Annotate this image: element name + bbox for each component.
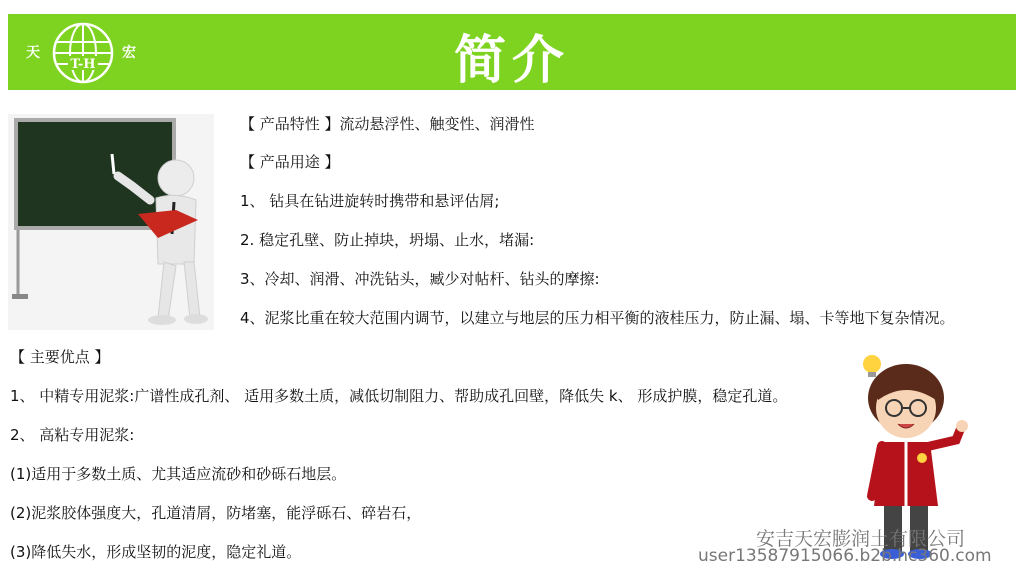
advantage-item: 1、 中精专用泥浆:广谱性成孔剂、 适用多数土质，减低切制阻力、帮助成孔回壁，降低失 k、 形成护膜，稳定孔道。: [10, 387, 788, 405]
product-use-item: 1、 钻具在钻进旋转时携带和悬评估屑;: [240, 192, 500, 210]
watermark-company: 安吉天宏膨润土有限公司: [756, 528, 966, 550]
watermark-url: user13587915066.b2b.hc360.com: [698, 546, 992, 566]
logo-right-char: 宏: [122, 45, 136, 61]
advantage-item: (3)降低失水，形成坚韧的泥度，隐定礼道。: [10, 543, 302, 561]
lightbulb-icon: [863, 355, 881, 373]
logo-left-char: 天: [26, 45, 40, 61]
product-use-item: 4、泥浆比重在较大范围内调节，以建立与地层的压力相平衡的液桂压力，防止漏、塌、卡等地下复杂情况。: [240, 309, 955, 327]
advantage-item: 2、 高粘专用泥浆:: [10, 426, 135, 444]
teacher-blackboard-illustration: [8, 114, 214, 330]
product-features: 【 产品特性 】流动悬浮性、触变性、润滑性: [240, 115, 535, 133]
product-use-item: 3、冷却、润滑、冲洗钻头，臧少对帖杆、钻头的摩擦:: [240, 270, 600, 288]
page-title: 简介: [453, 31, 570, 91]
product-use-item: 2. 稳定孔壁、防止掉块，坍塌、止水，堵漏:: [240, 231, 535, 249]
advantage-item: (2)泥浆胶体强度大，孔道清屑，防堵塞，能浮砾石、碎岩石，: [10, 504, 422, 522]
advantages-heading: 【 主要优点 】: [10, 348, 110, 366]
title-banner: [8, 14, 1016, 90]
advantage-item: (1)适用于多数土质、尤其适应流砂和砂砾石地层。: [10, 465, 347, 483]
logo-globe-text: T-H: [70, 57, 96, 72]
product-uses-heading: 【 产品用途 】: [240, 153, 340, 171]
